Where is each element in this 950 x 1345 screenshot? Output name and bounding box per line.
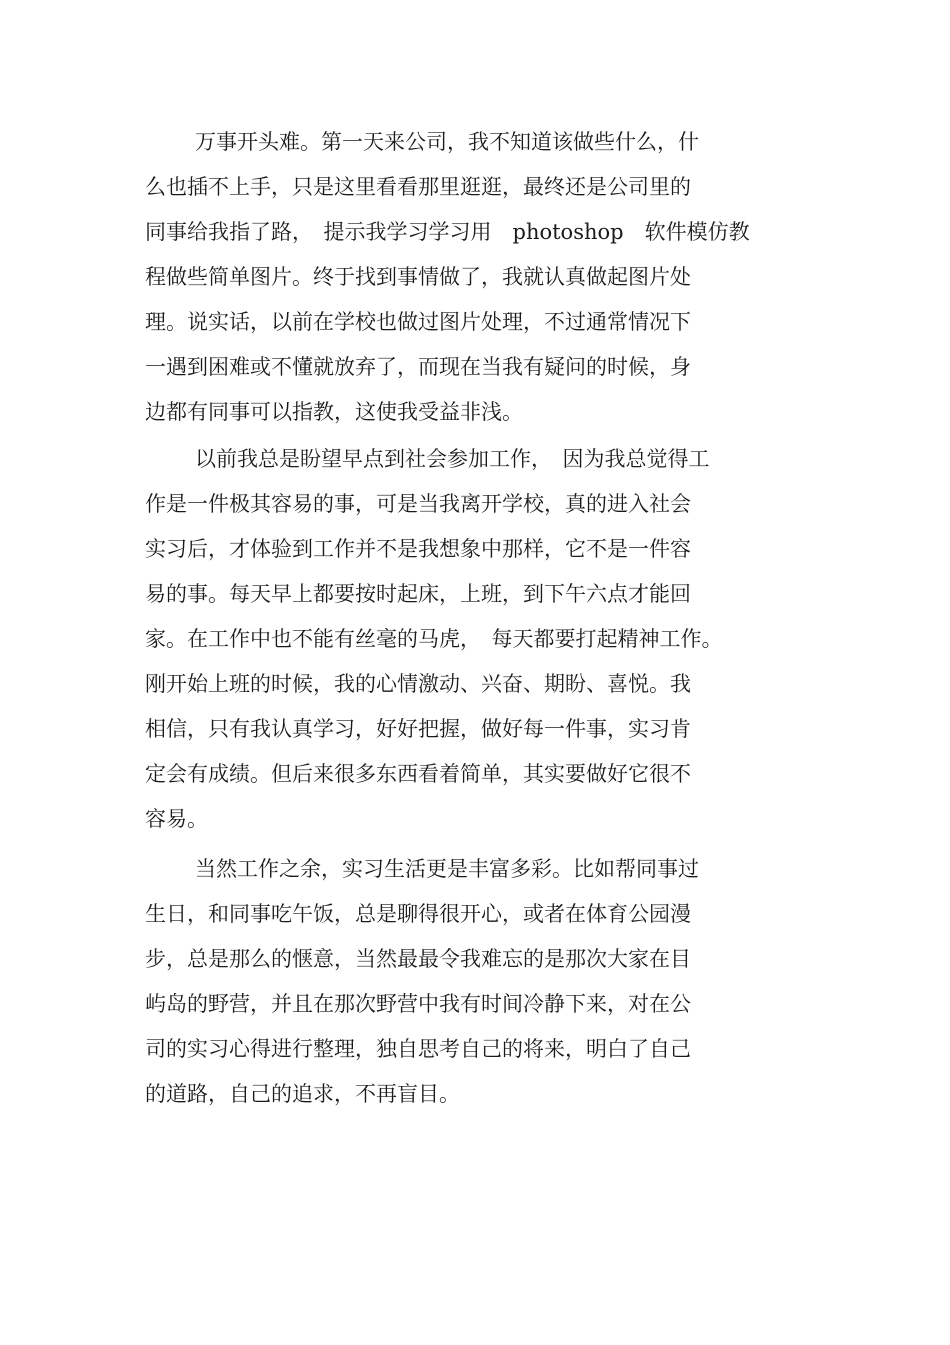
text-line: 步，总是那么的惬意，当然最最令我难忘的是那次大家在目 — [145, 947, 691, 971]
paragraph-expectations — [145, 437, 825, 842]
text-line: 生日，和同事吃午饭，总是聊得很开心，或者在体育公园漫 — [145, 902, 691, 926]
text-line: 定会有成绩。但后来很多东西看着简单，其实要做好它很不 — [145, 762, 691, 786]
text-line: 作是一件极其容易的事，可是当我离开学校，真的进入社会 — [145, 492, 691, 516]
text-line: 边都有同事可以指教，这使我受益非浅。 — [145, 400, 523, 424]
text-line: 当然工作之余，实习生活更是丰富多彩。比如帮同事过 — [195, 857, 699, 881]
text-line: 的道路，自己的追求，不再盲目。 — [145, 1082, 460, 1106]
text-line: 相信，只有我认真学习，好好把握，做好每一件事，实习肯 — [145, 717, 691, 741]
paragraph-life-after-work — [145, 847, 825, 1117]
text-line: 家。在工作中也不能有丝毫的马虎， 每天都要打起精神工作。 — [145, 627, 723, 651]
text-line: 屿岛的野营，并且在那次野营中我有时间冷静下来，对在公 — [145, 992, 691, 1016]
text-line: 刚开始上班的时候，我的心情激动、兴奋、期盼、喜悦。我 — [145, 672, 691, 696]
text-line: 司的实习心得进行整理，独自思考自己的将来，明白了自己 — [145, 1037, 691, 1061]
text-line: 以前我总是盼望早点到社会参加工作， 因为我总觉得工 — [195, 447, 710, 471]
text-line: 一遇到困难或不懂就放弃了，而现在当我有疑问的时候，身 — [145, 355, 691, 379]
text-line: 万事开头难。第一天来公司，我不知道该做些什么，什 — [195, 130, 699, 154]
text-line: 么也插不上手，只是这里看看那里逛逛，最终还是公司里的 — [145, 175, 691, 199]
text-line: 实习后，才体验到工作并不是我想象中那样，它不是一件容 — [145, 537, 691, 561]
text-line: 程做些简单图片。终于找到事情做了，我就认真做起图片处 — [145, 265, 691, 289]
text-line: 同事给我指了路， 提示我学习学习用 photoshop 软件模仿教 — [145, 220, 750, 244]
paragraph-first-day — [145, 120, 825, 435]
text-line: 容易。 — [145, 807, 208, 831]
text-line: 理。说实话，以前在学校也做过图片处理，不过通常情况下 — [145, 310, 691, 334]
text-line: 易的事。每天早上都要按时起床，上班，到下午六点才能回 — [145, 582, 691, 606]
